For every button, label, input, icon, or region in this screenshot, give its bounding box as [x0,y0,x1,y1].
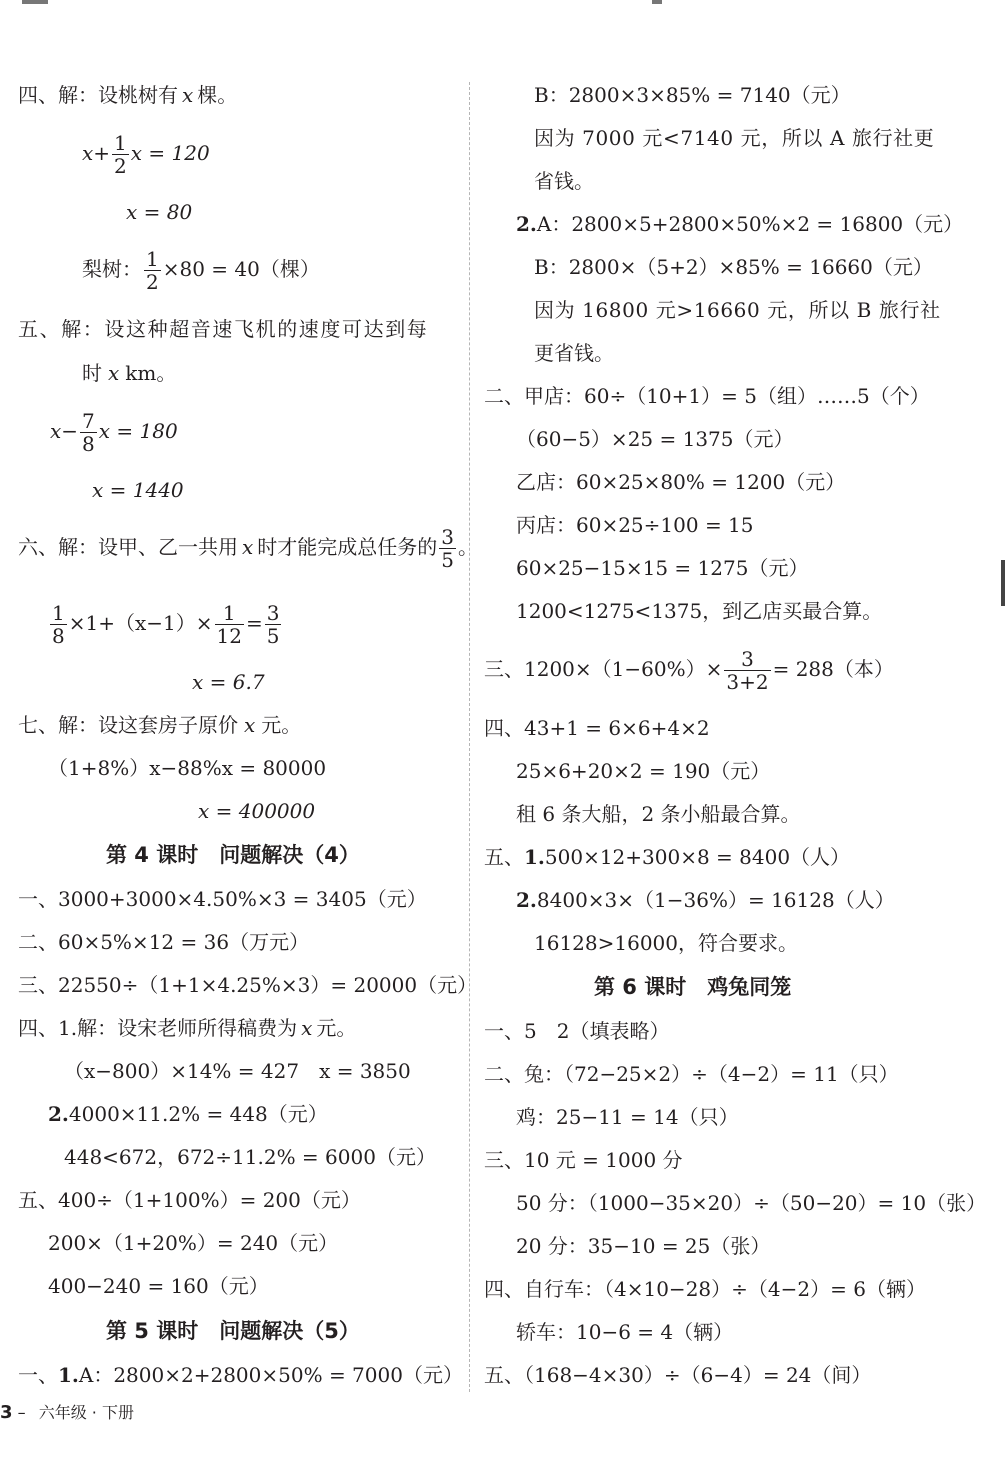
column-divider [469,82,470,1392]
q7-equation-2: x = 400000 [198,799,316,823]
right-line-17: 租 6 条大船，2 条小船最合算。 [516,802,801,826]
lesson-4-title: 第 4 课时 问题解决（4） [106,843,360,867]
page-number: 3 [0,1402,13,1423]
right-line-24: 三、10 元 = 1000 分 [484,1148,683,1172]
lesson-4-q4-heading: 四、1.解：设宋老师所得稿费为 x 元。 [18,1016,357,1040]
right-line-9: （60−5）×25 = 1375（元） [516,427,794,451]
right-line-21: 一、5 2（填表略） [484,1019,670,1043]
fraction: $\frac{1}{8}$ [52,601,65,648]
right-line-6: 因为 16800 元>16660 元，所以 B 旅行社 [534,298,941,322]
right-line-16: 25×6+20×2 = 190（元） [516,759,771,783]
fraction: $\frac{3}{3+2}$ [726,647,769,694]
lesson-6-title: 第 6 课时 鸡兔同笼 [594,975,792,999]
lesson-4-q5-line3: 400−240 = 160（元） [48,1274,269,1298]
right-line-18: 五、1.500×12+300×8 = 8400（人） [484,845,851,869]
q4-equation-1: x+ $\frac{1}{2}$ x = 120 [82,131,210,178]
fraction: $\frac{1}{12}$ [216,601,242,648]
right-line-23: 鸡：25−11 = 14（只） [516,1105,739,1129]
q7-heading: 七、解：设这套房子原价 x 元。 [18,713,302,737]
side-edge-mark [1001,560,1005,606]
right-line-26: 20 分：35−10 = 25（张） [516,1234,771,1258]
lesson-4-q4-part2-line2: 448<672，672÷11.2% = 6000（元） [64,1145,436,1169]
right-line-10: 乙店：60×25×80% = 1200（元） [516,470,846,494]
right-line-4: 2.A：2800×5+2800×50%×2 = 16800（元） [516,212,964,236]
q4-equation-2: x = 80 [126,200,193,224]
lesson-4-q5-line2: 200×（1+20%）= 240（元） [48,1231,339,1255]
top-edge-mark-left [22,0,48,4]
lesson-4-q3: 三、22550÷（1+1×4.25%×3）= 20000（元） [18,973,478,997]
fraction: $\frac{3}{5}$ [441,525,455,572]
right-line-27: 四、自行车：（4×10−28）÷（4−2）= 6（辆） [484,1277,926,1301]
right-line-5: B：2800×（5+2）×85% = 16660（元） [534,255,933,279]
lesson-5-q1-part1: 一、1.A：2800×2+2800×50% = 7000（元） [18,1363,463,1387]
right-line-3: 省钱。 [534,169,594,193]
fraction: $\frac{1}{2}$ [114,131,127,178]
right-line-1: B：2800×3×85% = 7140（元） [534,83,851,107]
q6-equation-1: $\frac{1}{8}$ ×1+（x−1）× $\frac{1}{12}$ = $\frac{3}{5}$ [52,601,280,648]
grade-label: 六年级 · 下册 [38,1403,134,1422]
q4-heading: 四、解：设桃树有 x 棵。 [18,83,238,107]
fraction: $\frac{1}{2}$ [146,247,159,294]
right-line-19: 2.8400×3×（1−36%）= 16128（人） [516,888,895,912]
q5-heading: 五、解：设这种超音速飞机的速度可达到每 [18,317,429,341]
lesson-4-q2: 二、60×5%×12 = 36（万元） [18,930,310,954]
right-line-22: 二、兔：（72−25×2）÷（4−2）= 11（只） [484,1062,899,1086]
q7-equation-1: （1+8%）x−88%x = 80000 [48,756,327,780]
right-line-11: 丙店：60×25÷100 = 15 [516,513,754,537]
q6-equation-2: x = 6.7 [192,670,265,694]
right-line-2: 因为 7000 元<7140 元，所以 A 旅行社更 [534,126,935,150]
right-line-13: 1200<1275<1375，到乙店买最合算。 [516,599,883,623]
lesson-4-q1: 一、3000+3000×4.50%×3 = 3405（元） [18,887,427,911]
right-line-7: 更省钱。 [534,341,614,365]
right-line-15: 四、43+1 = 6×6+4×2 [484,716,710,740]
q5-heading-line2: 时 x km。 [82,361,177,385]
q6-heading: 六、解：设甲、乙一共用 x 时才能完成总任务的 $\frac{3}{5}$ 。 [18,525,479,572]
q5-equation-1: x− $\frac{7}{8}$ x = 180 [50,409,178,456]
lesson-4-q5-line1: 五、400÷（1+100%）= 200（元） [18,1188,361,1212]
top-edge-mark-right [652,0,662,4]
right-line-29: 五、（168−4×30）÷（6−4）= 24（间） [484,1363,872,1387]
right-line-14: 三、1200×（1−60%）× $\frac{3}{3+2}$ = 288（本） [484,647,894,694]
fraction: $\frac{3}{5}$ [266,601,280,648]
lesson-4-q4-equation: （x−800）×14% = 427 x = 3850 [64,1059,411,1083]
q5-equation-2: x = 1440 [92,478,184,502]
right-line-12: 60×25−15×15 = 1275（元） [516,556,809,580]
lesson-5-title: 第 5 课时 问题解决（5） [106,1319,360,1343]
right-line-20: 16128>16000，符合要求。 [534,931,799,955]
fraction: $\frac{7}{8}$ [82,409,95,456]
lesson-4-q4-part2: 2.4000×11.2% = 448（元） [48,1102,328,1126]
right-line-8: 二、甲店：60÷（10+1）= 5（组）……5（个） [484,384,930,408]
right-line-25: 50 分：（1000−35×20）÷（50−20）= 10（张） [516,1191,987,1215]
q4-pear-trees: 梨树： $\frac{1}{2}$ ×80 = 40（棵） [82,247,320,294]
right-line-28: 轿车：10−6 = 4（辆） [516,1320,734,1344]
footer-dash: – [17,1403,26,1422]
page-footer [0,1400,134,1423]
